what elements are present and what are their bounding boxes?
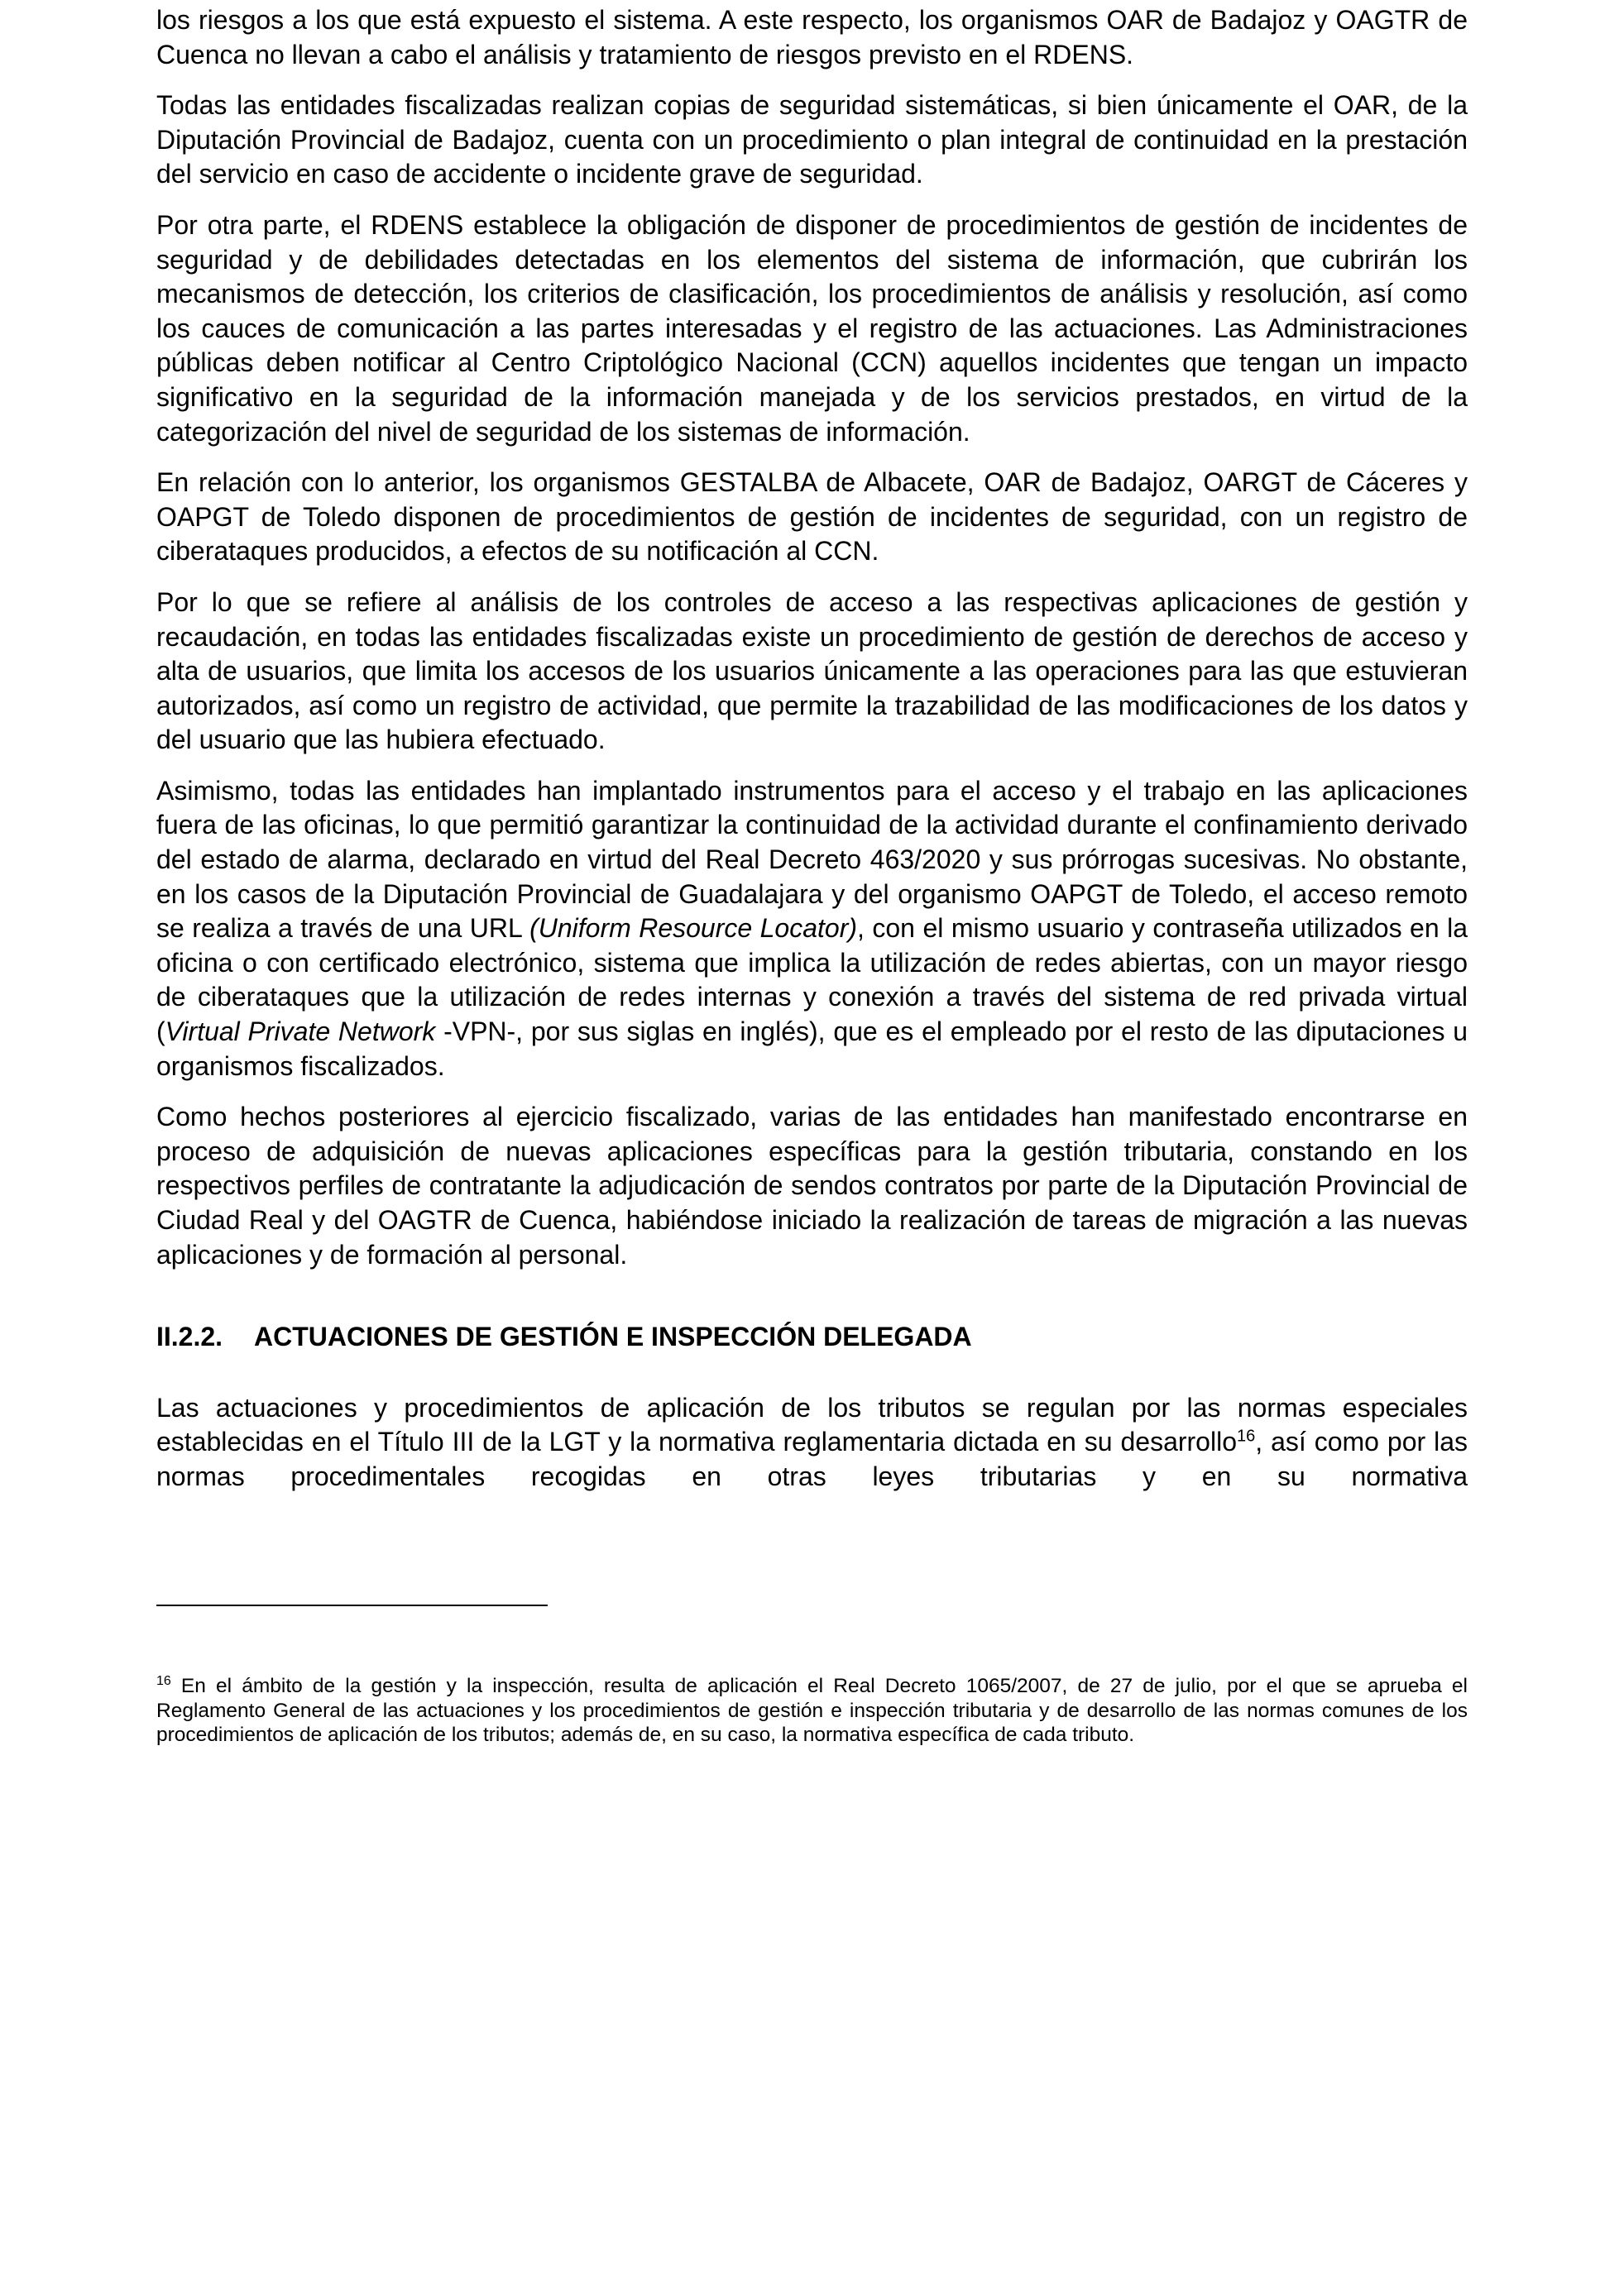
italic-term: (Uniform Resource Locator)	[529, 913, 858, 944]
italic-term: Virtual Private Network	[165, 1016, 436, 1047]
paragraph: Todas las entidades fiscalizadas realizan copias de seguridad sistemáticas, si bien únicamente el OAR, de la Diputación Provincial de Badajoz, cuenta con un procedimiento o plan integral de continuidad en la prestación del servicio en caso de accidente o incidente grave de seguridad.	[156, 90, 1468, 189]
text: -VPN-, por sus siglas en inglés), que es el empleado por el resto de las diputaciones u organismos fiscalizados.	[156, 1016, 1468, 1081]
paragraph-remote-access	[156, 774, 1468, 1083]
section-heading	[156, 1320, 1468, 1355]
paragraph: En relación con lo anterior, los organismos GESTALBA de Albacete, OAR de Badajoz, OARGT de Cáceres y OAPGT de Toledo disponen de procedimientos de gestión de incidentes de seguridad, con un registro de ciberataques producidos, a efectos de su notificación al CCN.	[156, 467, 1468, 567]
paragraph: Por lo que se refiere al análisis de los controles de acceso a las respectivas aplicaciones de gestión y recaudación, en todas las entidades fiscalizadas existe un procedimiento de gestión de derechos de acceso y alta de usuarios, que limita los accesos de los usuarios únicamente a las operaciones para las que estuvieran autorizados, así como un registro de actividad, que permite la trazabilidad de las modificaciones de los datos y del usuario que las hubiera efectuado.	[156, 586, 1468, 755]
paragraph: Como hechos posteriores al ejercicio fiscalizado, varias de las entidades han manifestado encontrarse en proceso de adquisición de nuevas aplicaciones específicas para la gestión tributaria, constando en los respectivos perfiles de contratante la adjudicación de sendos contratos por parte de la Diputación Provincial de Ciudad Real y del OAGTR de Cuenca, habiéndose iniciado la realización de tareas de migración a las nuevas aplicaciones y de formación al personal.	[156, 1102, 1468, 1270]
footnote	[156, 1674, 1468, 1748]
footnote-separator	[156, 1605, 548, 1606]
footnote-text: En el ámbito de la gestión y la inspección, resulta de aplicación el Real Decreto 1065/2007, de 27 de julio, por el que se aprueba el Reglamento General de las actuaciones y los procedimientos de gestión e inspección tributaria y de desarrollo de las normas comunes de los procedimientos de aplicación de los tributos; además de, en su caso, la normativa específica de cada tributo.	[156, 1675, 1468, 1746]
paragraph: Por otra parte, el RDENS establece la obligación de disponer de procedimientos de gestión de incidentes de seguridad y de debilidades detectadas en los elementos del sistema de información, que cubrirán los mecanismos de detección, los criterios de clasificación, los procedimientos de análisis y resolución, así como los cauces de comunicación a las partes interesadas y el registro de las actuaciones. Las Administraciones públicas deben notificar al Centro Criptológico Nacional (CCN) aquellos incidentes que tengan un impacto significativo en la seguridad de la información manejada y de los servicios prestados, en virtud de la categorización del nivel de seguridad de los sistemas de información.	[156, 209, 1468, 447]
section-title: ACTUACIONES DE GESTIÓN E INSPECCIÓN DELEGADA	[254, 1322, 972, 1352]
section-number: II.2.2.	[156, 1322, 223, 1352]
text: , con el mismo usuario y contraseña utilizados en la oficina o con certificado electrónico, sistema que implica la utilización de redes abiertas, con un mayor riesgo de ciberataques que la utilización de redes internas y conexión a través del sistema de red privada virtual (	[156, 913, 1468, 1047]
text: Asimismo, todas las entidades han implantado instrumentos para el acceso y el trabajo en las aplicaciones fuera de las oficinas, lo que permitió garantizar la continuidad de la actividad durante el confinamiento derivado del estado de alarma, declarado en virtud del Real Decreto 463/2020 y sus prórrogas sucesivas. No obstante, en los casos de la Diputación Provincial de Guadalajara y del organismo OAPGT de Toledo, el acceso remoto se realiza a través de una URL	[156, 775, 1468, 944]
paragraph	[156, 1391, 1468, 1495]
footnote-number: 16	[156, 1673, 171, 1688]
footnote-reference[interactable]: 16	[1237, 1427, 1256, 1446]
paragraph: los riesgos a los que está expuesto el sistema. A este respecto, los organismos OAR de Badajoz y OAGTR de Cuenca no llevan a cabo el análisis y tratamiento de riesgos previsto en el RDENS.	[156, 5, 1468, 69]
document-body	[156, 3, 1468, 1511]
text: , así como por las normas procedimentales recogidas en otras leyes tributarias y en su normativa	[156, 1427, 1468, 1491]
text: Las actuaciones y procedimientos de aplicación de los tributos se regulan por las normas especiales establecidas en el Título III de la LGT y la normativa reglamentaria dictada en su desarrollo	[156, 1392, 1468, 1457]
